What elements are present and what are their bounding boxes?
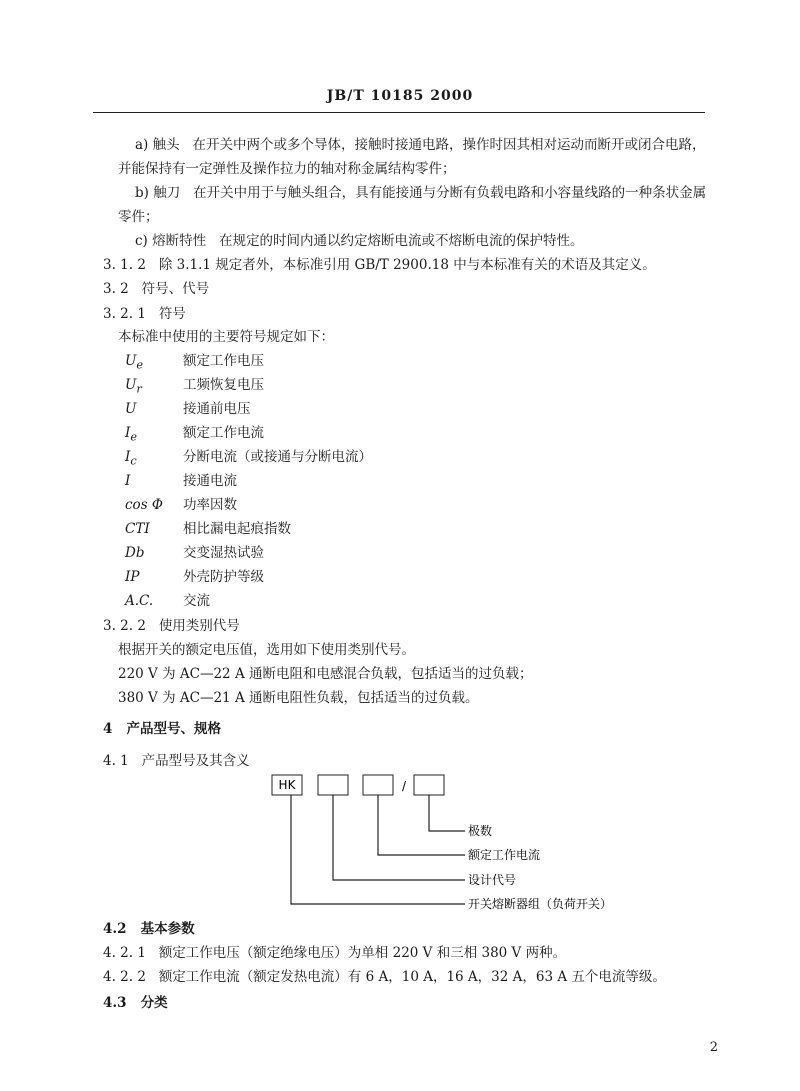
def-a-cont: 并能保持有一定弹性及操作拉力的轴对称金属结构零件； [118, 161, 456, 177]
section-number: 4.2 [103, 921, 127, 937]
def-c-text: 在规定的时间内通以约定熔断电流或不熔断电流的保护特性。 [219, 233, 584, 249]
symbol [125, 473, 183, 492]
diagram-slash: / [401, 779, 407, 793]
section-heading: 基本参数 [140, 921, 195, 937]
symbol-desc: 分断电流（或接通与分断电流） [183, 449, 372, 465]
section-heading: 产品型号及其含义 [141, 753, 250, 769]
def-b-text: 在开关中用于与触头组合，具有能接通与分断有负载电路和小容量线路的一种条状金属 [193, 185, 707, 201]
def-c [135, 229, 584, 249]
symbol-desc: 功率因数 [183, 497, 237, 513]
symbol-desc: 接通前电压 [183, 401, 251, 417]
diagram-leader-poles [429, 795, 465, 831]
section-4-2-1 [103, 941, 566, 961]
section-number: 4.3 [103, 995, 127, 1011]
symbol-row [125, 541, 264, 564]
def-b-term: b) 触刀 [135, 185, 181, 201]
diagram-label-hk: 开关熔断器组（负荷开关） [468, 897, 613, 911]
diagram-label-poles: 极数 [468, 824, 493, 838]
def-a-term: a) 触头 [135, 137, 180, 153]
section-4-2 [103, 917, 195, 937]
symbol-row [125, 589, 210, 612]
symbol-letter: I [125, 449, 131, 465]
symbol-row [125, 349, 264, 372]
section-heading: 符号、代号 [141, 281, 210, 297]
symbol-letter: I [125, 473, 131, 489]
symbol-subscript: e [136, 358, 144, 372]
symbol [125, 449, 183, 468]
section-4 [103, 717, 221, 737]
diagram-box-hk-label: HK [278, 778, 296, 792]
symbol [125, 569, 183, 588]
symbol-desc: 工频恢复电压 [183, 377, 264, 393]
symbol-subscript: c [130, 454, 137, 468]
symbols-intro: 本标准中使用的主要符号规定如下： [118, 329, 334, 345]
symbol-letter: U [125, 401, 137, 417]
diagram-box-poles [414, 775, 444, 795]
section-number: 3. 2. 2 [103, 618, 146, 634]
section-number: 3. 1. 2 [103, 257, 146, 273]
symbol-letter: A.C. [125, 593, 154, 609]
diagram-label-design: 设计代号 [468, 873, 517, 887]
symbol-row [125, 565, 264, 588]
symbol-row [125, 493, 237, 516]
symbol-subscript: r [136, 382, 142, 396]
model-designation-diagram [260, 770, 620, 915]
symbol-row [125, 421, 264, 444]
symbol-letter: IP [125, 569, 140, 585]
symbol-desc: 交变湿热试验 [183, 545, 264, 561]
def-b [135, 181, 706, 201]
section-4-3 [103, 991, 168, 1011]
section-3-2-2 [103, 614, 240, 634]
diagram-box-current [363, 775, 393, 795]
section-number: 3. 2. 1 [103, 306, 146, 322]
symbol-desc: 外壳防护等级 [183, 569, 264, 585]
symbol-desc: 相比漏电起痕指数 [183, 521, 291, 537]
section-number: 4. 2. 2 [103, 969, 146, 985]
section-3-2 [103, 277, 209, 297]
section-3-1-2 [103, 253, 656, 273]
section-heading: 符号 [158, 306, 186, 322]
diagram-leader-design [333, 795, 465, 880]
symbol-row [125, 445, 372, 468]
symbol-desc: 接通电流 [183, 473, 237, 489]
section-3-2-1 [103, 302, 186, 322]
section-text: 额定工作电压（额定绝缘电压）为单相 220 V 和三相 380 V 两种。 [158, 945, 567, 961]
diagram-box-design [318, 775, 348, 795]
symbol-desc: 交流 [183, 593, 210, 609]
symbol-row [125, 373, 264, 396]
section-text: 额定工作电流（额定发热电流）有 6 A，10 A，16 A，32 A，63 A 五个电流等级。 [158, 969, 666, 985]
symbol [125, 377, 183, 396]
symbol-desc: 额定工作电流 [183, 425, 264, 441]
section-text: 除 3.1.1 规定者外，本标准引用 GB/T 2900.18 中与本标准有关的术语及其定义。 [158, 257, 656, 273]
section-number: 3. 2 [103, 281, 129, 297]
def-c-term: c) 熔断特性 [135, 233, 207, 249]
symbol [125, 497, 183, 516]
paragraph: 根据开关的额定电压值，选用如下使用类别代号。 [118, 642, 415, 658]
symbol-desc: 额定工作电压 [183, 353, 264, 369]
symbol [125, 545, 183, 564]
section-number: 4. 1 [103, 753, 129, 769]
symbol-subscript: e [130, 430, 138, 444]
symbol-row [125, 517, 291, 540]
section-number: 4. 2. 1 [103, 945, 146, 961]
symbol [125, 401, 183, 420]
symbol-letter: CTI [125, 521, 150, 537]
def-a [135, 133, 705, 153]
symbol [125, 593, 183, 612]
symbol-row [125, 469, 237, 492]
diagram-label-current: 额定工作电流 [468, 848, 541, 862]
section-4-1 [103, 749, 250, 769]
symbol-letter: U [125, 377, 137, 393]
section-number: 4 [103, 721, 113, 737]
def-a-text: 在开关中两个或多个导体，接触时接通电路，操作时因其相对运动而断开或闭合电路， [192, 137, 706, 153]
symbol [125, 521, 183, 540]
page-header-title: JB/T 10185 2000 [326, 88, 474, 104]
symbol-letter: U [125, 353, 137, 369]
section-heading: 分类 [140, 995, 168, 1011]
symbol-letter: cos Φ [125, 497, 163, 513]
section-4-2-2 [103, 965, 666, 985]
header-rule [93, 112, 705, 113]
symbol [125, 425, 183, 444]
section-heading: 使用类别代号 [158, 618, 240, 634]
page-number: 2 [709, 1040, 718, 1055]
symbol-letter: I [125, 425, 131, 441]
paragraph: 220 V 为 AC—22 A 通断电阻和电感混合负载，包括适当的过负载； [118, 666, 533, 682]
symbol-letter: Db [125, 545, 145, 561]
paragraph: 380 V 为 AC—21 A 通断电阻性负载，包括适当的过负载。 [118, 690, 479, 706]
symbol [125, 353, 183, 372]
section-heading: 产品型号、规格 [126, 721, 222, 737]
symbol-row [125, 397, 251, 420]
diagram-leader-current [378, 795, 465, 855]
def-b-cont: 零件； [118, 209, 159, 225]
